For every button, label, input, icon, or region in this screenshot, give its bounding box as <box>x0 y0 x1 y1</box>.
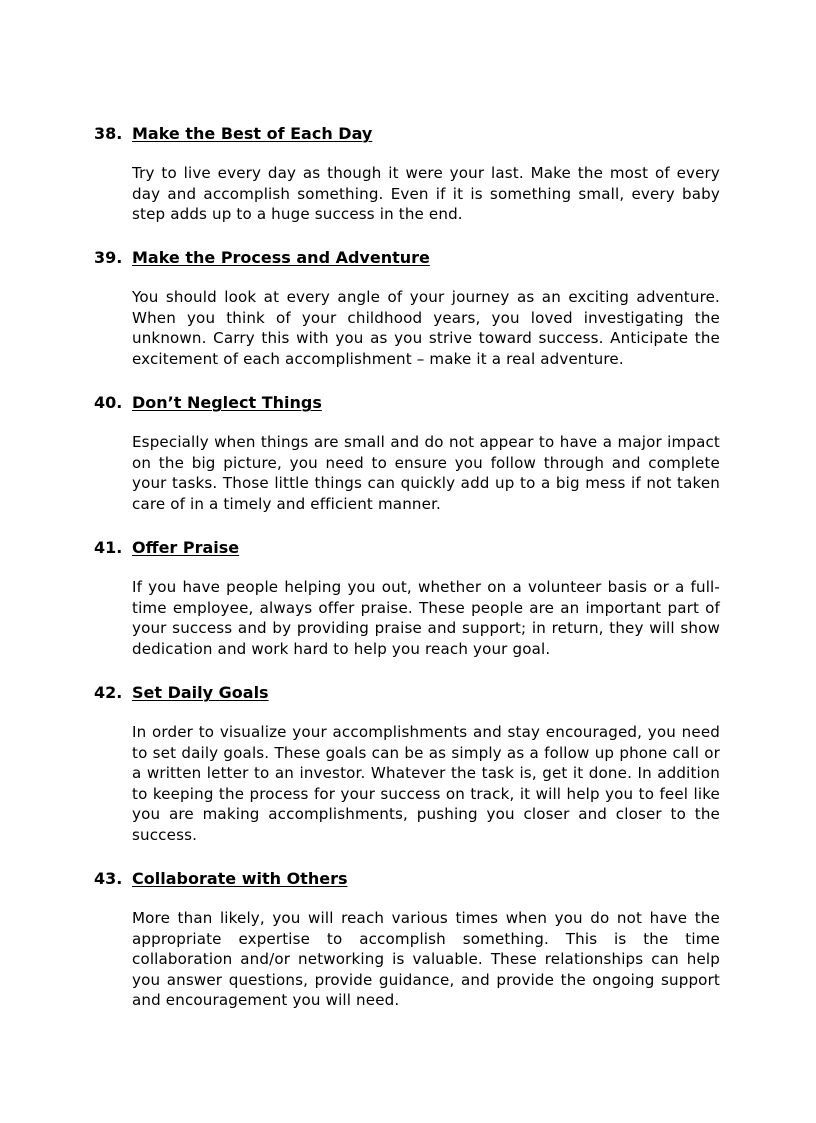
item-title: Make the Best of Each Day <box>132 124 373 143</box>
list-item-39 <box>94 248 734 369</box>
item-number: 39. <box>94 248 123 267</box>
item-heading <box>94 538 734 558</box>
list-item-38 <box>94 124 734 225</box>
item-body: Especially when things are small and do not appear to have a major impact on the big picture, you need to ensure you follow through and complete your tasks. Those little things can quickly add up to a big mess if not taken care of in a timely and efficient manner. <box>132 433 720 513</box>
item-body: Try to live every day as though it were your last. Make the most of every day and accomplish something. Even if it is something small, every baby step adds up to a huge success in the end. <box>132 164 720 223</box>
list-item-42 <box>94 683 734 845</box>
item-body: If you have people helping you out, whether on a volunteer basis or a full-time employee, always offer praise. These people are an important part of your success and by providing praise and support; in return, they will show dedication and work hard to help you reach your goal. <box>132 578 720 658</box>
item-title: Make the Process and Adventure <box>132 248 430 267</box>
item-heading <box>94 869 734 889</box>
item-body: You should look at every angle of your journey as an exciting adventure. When you think of your childhood years, you loved investigating the unknown. Carry this with you as you strive toward success. Anticipate the excitement of each accomplishment – make it a real adventure. <box>132 288 720 368</box>
item-number: 41. <box>94 538 123 557</box>
item-title: Set Daily Goals <box>132 683 269 702</box>
item-body: In order to visualize your accomplishments and stay encouraged, you need to set daily goals. These goals can be as simply as a follow up phone call or a written letter to an investor. Whatever the task is, get it done. In addition to keeping the process for your success on track, it will help you to feel like you are making accomplishments, pushing you closer and closer to the success. <box>132 723 720 844</box>
item-heading <box>94 683 734 703</box>
item-heading <box>94 124 734 144</box>
list-item-40 <box>94 393 734 514</box>
item-number: 38. <box>94 124 123 143</box>
item-title: Collaborate with Others <box>132 869 348 888</box>
item-number: 40. <box>94 393 123 412</box>
item-number: 42. <box>94 683 123 702</box>
item-title: Offer Praise <box>132 538 240 557</box>
item-heading <box>94 393 734 413</box>
list-item-41 <box>94 538 734 659</box>
item-title: Don’t Neglect Things <box>132 393 322 412</box>
item-heading <box>94 248 734 268</box>
item-body: More than likely, you will reach various times when you do not have the appropriate expertise to accomplish something. This is the time collaboration and/or networking is valuable. These relationships can help you answer questions, provide guidance, and provide the ongoing support and encouragement you will need. <box>132 909 720 1009</box>
item-number: 43. <box>94 869 123 888</box>
list-item-43 <box>94 869 734 1011</box>
